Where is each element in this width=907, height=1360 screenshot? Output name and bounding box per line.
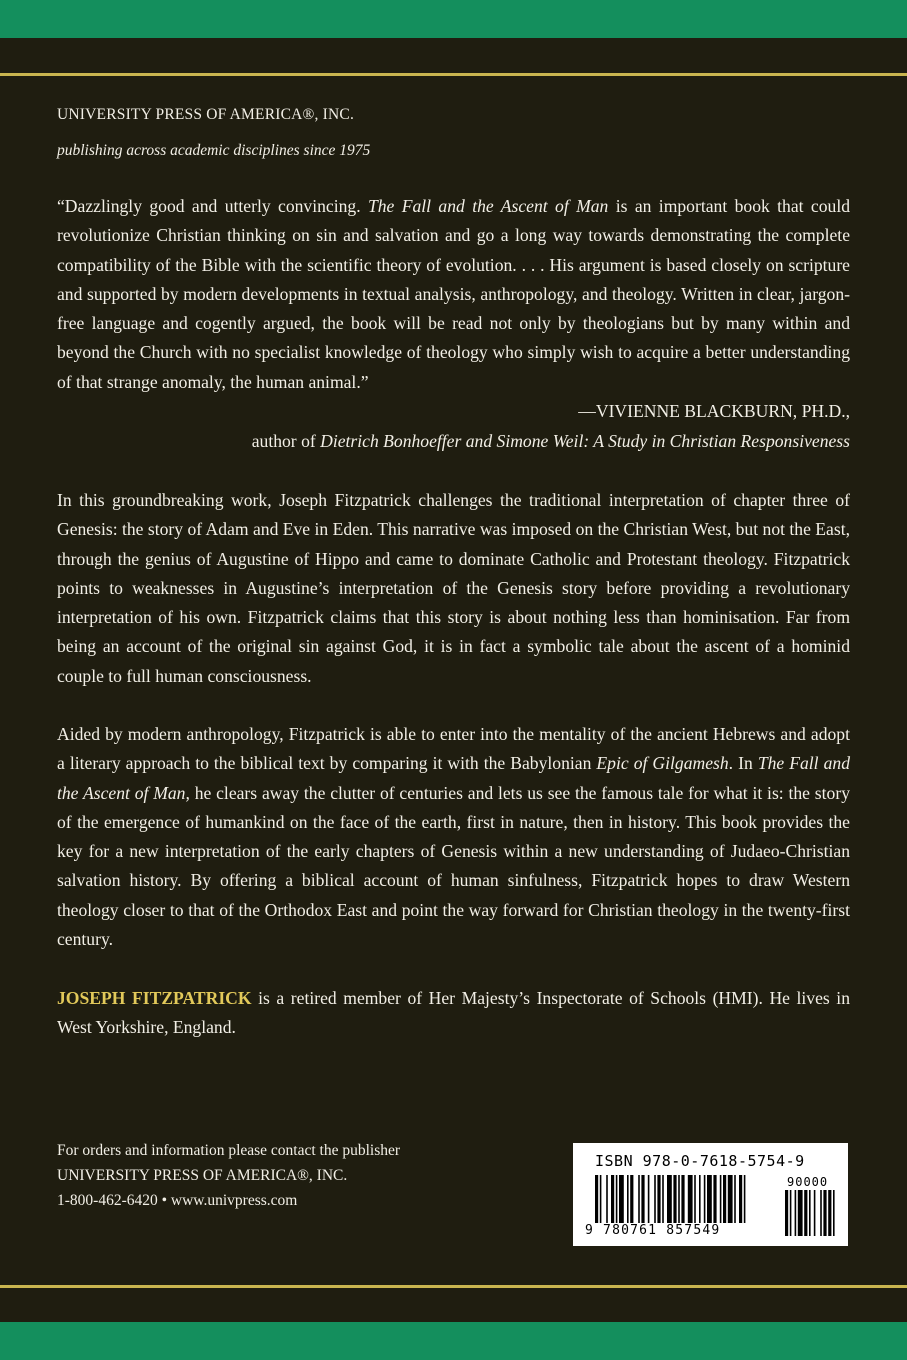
p2-text-c: he clears away the clutter of centuries and lets us see the famous tale for what it is: the story of the emergence of humankind on the face of the earth, first in nature, then in history. This book provides the key for a new interpretation of the early chapters of Genesis within a new understanding of Judaeo-Christian salvation history. By offering a biblical account of human sinfulness, Fitzpatrick hopes to draw Western theology closer to that of the Orthodox East and point the way forward for Christian theology in the twenty-first century. (57, 782, 850, 950)
quote-attribution-work (252, 427, 850, 456)
barcode-bar (681, 1175, 684, 1223)
barcode-bar (619, 1175, 624, 1223)
barcode-bar (627, 1175, 629, 1223)
barcode-addon-bar (814, 1190, 816, 1236)
isbn-label: ISBN 978-0-7618-5754-9 (595, 1152, 805, 1170)
barcode-addon-bar (823, 1190, 826, 1236)
p2-text-b: . In (728, 753, 758, 774)
quote-open: “Dazzlingly good and utterly convincing. (57, 196, 368, 216)
publisher-tagline: publishing across academic disciplines since 1975 (57, 142, 371, 159)
barcode-bar (667, 1175, 672, 1223)
contact-line-1: For orders and information please contact the publisher (57, 1142, 401, 1159)
barcode-bar (654, 1175, 656, 1223)
barcode-bar (707, 1175, 712, 1223)
bottom-gold-rule (0, 1285, 907, 1288)
barcode-bar (699, 1175, 701, 1223)
barcode-addon-bar (790, 1190, 792, 1236)
description-paragraph-1: In this groundbreaking work, Joseph Fitzpatrick challenges the traditional interpretation of chapter three of Genesis: the story of Adam and Eve in Eden. This narrative was imposed on the Christian West, but not the East, through the genius of Augustine of Hippo and came to dominate Catholic and Protestant theology. Fitzpatrick points to weaknesses in Augustine’s interpretation of the Genesis story before providing a revolutionary interpretation of his own. Fitzpatrick claims that this story is about nothing less than hominisation. Far from being an account of the original sin against God, it is in fact a symbolic tale about the ascent of a hominid couple to full human consciousness. (57, 490, 850, 686)
barcode-bar (638, 1175, 640, 1223)
barcode-bar (688, 1175, 693, 1223)
barcode-bar (678, 1175, 680, 1223)
barcode-bar (728, 1175, 733, 1223)
barcode-bar (606, 1175, 608, 1223)
contact-block (57, 1138, 400, 1213)
barcode-addon-bar (798, 1190, 803, 1236)
barcode-bar (673, 1175, 676, 1223)
barcode-bar (739, 1175, 742, 1223)
p2-book-title: The Fall and the Ascent of Man, (57, 753, 850, 803)
barcode-bar (704, 1175, 706, 1223)
bottom-green-band (0, 1322, 907, 1360)
barcode-addon-bar (785, 1190, 788, 1236)
barcode-bar (694, 1175, 696, 1223)
barcode-bar (744, 1175, 746, 1223)
barcode-bar (630, 1175, 633, 1223)
barcode-digits: 9 780761 857549 (585, 1223, 721, 1238)
description-paragraph-2 (57, 720, 850, 954)
barcode-addon-bar (820, 1190, 822, 1236)
attribution-book-title: Dietrich Bonhoeffer and Simone Weil: A Study in Christian Responsiveness (320, 431, 850, 451)
endorsement-quote (57, 192, 850, 397)
barcode-addon-bar (828, 1190, 831, 1236)
barcode-addon-bar (809, 1190, 811, 1236)
barcode-box (573, 1143, 848, 1246)
quote-attribution-name: —VIVIENNE BLACKBURN, PH.D., (578, 401, 850, 421)
barcode-bar (616, 1175, 618, 1223)
quote-rest: is an important book that could revolutionize Christian thinking on sin and salvation and go a long way towards demonstrating the complete compatibility of the Bible with the scientific theory of evolution. . . . His argument is based closely on scripture and supported by modern developments in textual analysis, anthropology, and theology. Written in clear, jargon-free language and cogently argued, the book will be read not only by theologians but by many within and beyond the Church with no specialist knowledge of theology who simply wish to acquire a better understanding of that strange anomaly, the human animal.” (57, 196, 851, 392)
top-green-band (0, 0, 907, 38)
barcode-bar (720, 1175, 722, 1223)
top-gold-rule (0, 73, 907, 76)
barcode-bar (713, 1175, 716, 1223)
author-bio-text: is a retired member of Her Majesty’s Inspectorate of Schools (HMI). He lives in West Yorkshire, England. (57, 988, 850, 1038)
p2-epic-title: Epic of Gilgamesh (596, 753, 729, 774)
publisher-name: UNIVERSITY PRESS OF AMERICA®, INC. (57, 106, 355, 123)
p2-text-a: Aided by modern anthropology, Fitzpatrick is able to enter into the mentality of the ancient Hebrews and adopt a literary approach to the biblical text by comparing it with the Babylonian (57, 724, 850, 774)
barcode-addon-number: 90000 (787, 1175, 829, 1189)
barcode-bar (648, 1175, 650, 1223)
attribution-prefix: author of (251, 431, 321, 451)
barcode-addon-bar (795, 1190, 797, 1236)
author-bio (57, 984, 850, 1043)
barcode-bar (662, 1175, 664, 1223)
barcode-bar (595, 1175, 598, 1223)
contact-phone-web: 1-800-462-6420 • www.univpress.com (57, 1192, 298, 1209)
barcode-bar (600, 1175, 602, 1223)
contact-publisher: UNIVERSITY PRESS OF AMERICA®, INC. (57, 1167, 348, 1184)
barcode-bar (734, 1175, 736, 1223)
barcode-addon-bar (804, 1190, 807, 1236)
barcode-bar (641, 1175, 644, 1223)
author-name: JOSEPH FITZPATRICK (57, 988, 252, 1008)
quote-book-title: The Fall and the Ascent of Man (367, 196, 609, 216)
barcode-bar (723, 1175, 726, 1223)
barcode-addon-bar (833, 1190, 835, 1236)
barcode-bar (657, 1175, 660, 1223)
barcode-bar (611, 1175, 614, 1223)
